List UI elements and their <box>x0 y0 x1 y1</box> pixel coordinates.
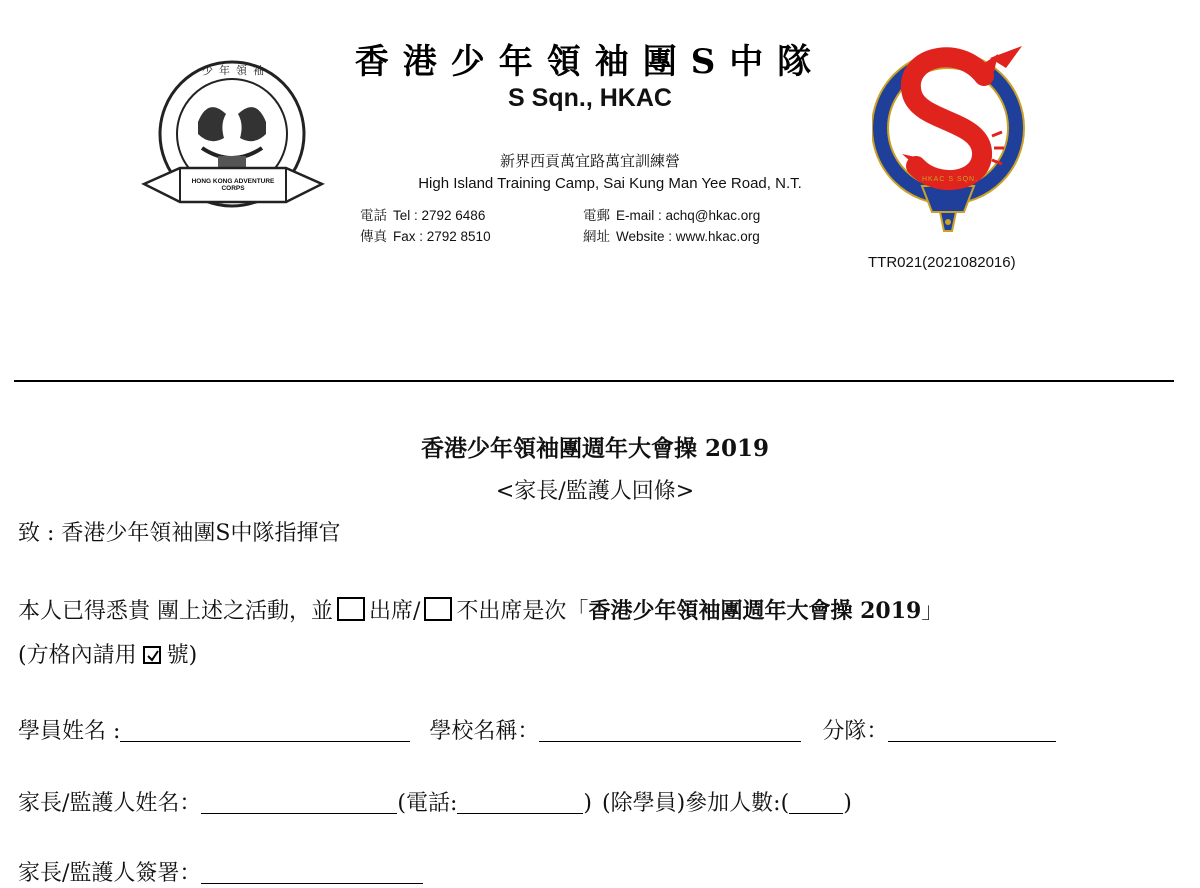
email-label: 電郵 <box>583 208 610 224</box>
org-name-en: S Sqn., HKAC <box>508 84 672 112</box>
signature-row <box>18 856 423 887</box>
emblem-ring-text: 少年領袖 <box>202 64 270 77</box>
school-label: 學校名稱： <box>429 719 540 744</box>
not-attend-label: 不出席是次「 <box>456 599 589 624</box>
student-info-row <box>18 714 1056 745</box>
parent-name-field[interactable] <box>201 791 397 814</box>
crest-ring-text: HKAC S SQN. <box>921 176 979 183</box>
event-name: 香港少年領袖團週年大會操 2019 <box>588 598 922 624</box>
parent-name-label: 家長/監護人姓名： <box>18 791 202 816</box>
attendees-close: ) <box>843 791 852 816</box>
header-divider <box>14 380 1174 382</box>
org-name-zh: 香港少年領袖團S中隊 <box>354 42 826 82</box>
signature-label: 家長/監護人簽署： <box>18 861 202 886</box>
phone-label: (電話: <box>397 791 458 816</box>
email-value[interactable]: E-mail : achq@hkac.org <box>616 208 761 223</box>
tick-note-suffix: 號) <box>166 643 198 668</box>
web-label: 網址 <box>583 229 610 245</box>
addressee-line: 致 : 香港少年領袖團S中隊指揮官 <box>18 521 341 546</box>
s-squadron-dragon-crest-icon <box>872 36 1032 236</box>
attendees-label: (除學員)參加人數:( <box>602 791 790 816</box>
not-attend-checkbox[interactable] <box>424 597 452 621</box>
web-line <box>583 225 760 245</box>
fax-line <box>360 225 491 245</box>
statement-close: 」 <box>921 599 944 624</box>
tel-line <box>360 204 485 224</box>
tick-example-icon <box>143 646 161 664</box>
phone-field[interactable] <box>457 791 583 814</box>
phone-close: ) <box>583 791 593 816</box>
fax-value: Fax : 2792 8510 <box>393 229 491 244</box>
tel-value: Tel : 2792 6486 <box>393 208 486 223</box>
tick-instruction <box>18 638 197 669</box>
fax-label: 傳真 <box>360 229 387 245</box>
signature-field[interactable] <box>201 861 423 884</box>
address-zh: 新界西貢萬宜路萬宜訓練營 <box>499 152 680 170</box>
form-subtitle: <家長/監護人回條> <box>495 479 695 504</box>
address-en: High Island Training Camp, Sai Kung Man Yee Road, N.T. <box>418 175 802 192</box>
student-name-label: 學員姓名 : <box>18 719 121 744</box>
attendance-statement <box>18 594 943 625</box>
section-field[interactable] <box>888 719 1056 742</box>
attendees-field[interactable] <box>789 791 843 814</box>
tick-note-prefix: (方格內請用 <box>18 643 137 668</box>
section-label: 分隊： <box>822 719 889 744</box>
statement-prefix: 本人已得悉貴 團上述之活動，並 <box>18 599 333 624</box>
student-name-field[interactable] <box>120 719 410 742</box>
form-title: 香港少年領袖團週年大會操 2019 <box>420 435 770 462</box>
right-crest <box>872 36 1032 236</box>
school-field[interactable] <box>539 719 801 742</box>
tel-label: 電話 <box>360 208 387 224</box>
left-emblem <box>140 52 325 217</box>
attend-label: 出席/ <box>369 599 421 624</box>
emblem-banner-text: HONG KONG ADVENTURE CORPS <box>191 178 275 192</box>
web-value[interactable]: Website : www.hkac.org <box>616 229 760 244</box>
parent-info-row <box>18 786 852 817</box>
reference-number: TTR021(2021082016) <box>868 254 1016 271</box>
attend-checkbox[interactable] <box>337 597 365 621</box>
email-line <box>583 204 760 224</box>
